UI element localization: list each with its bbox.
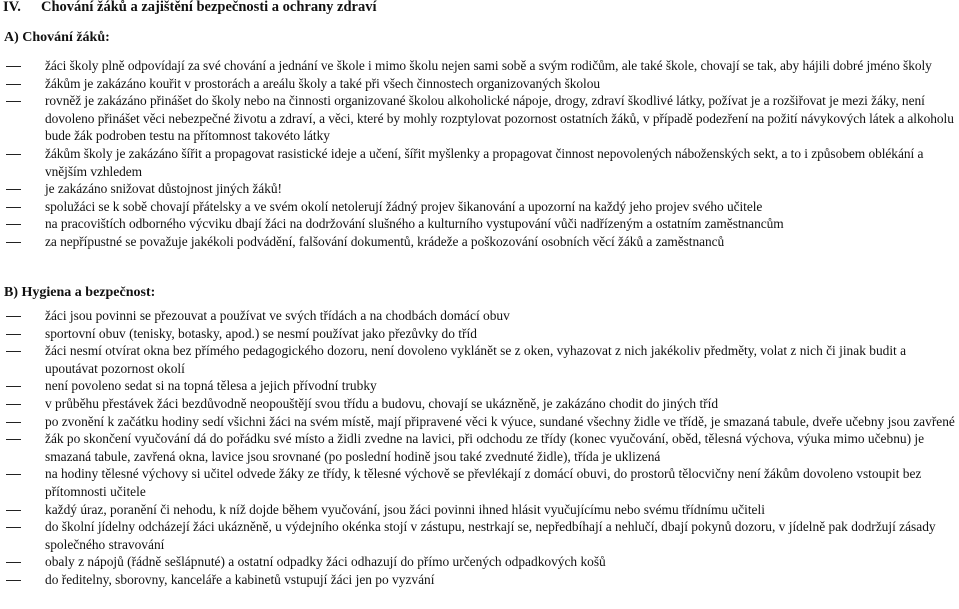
section-a-title: A) Chování žáků: <box>4 30 110 45</box>
list-item: je zakázáno snižovat důstojnost jiných žáků! <box>0 180 959 198</box>
section-a-list <box>0 57 959 251</box>
section-b-title: B) Hygiena a bezpečnost: <box>4 285 156 300</box>
list-item: není povoleno sedat si na topná tělesa a jejich přívodní trubky <box>0 377 959 395</box>
list-item: na hodiny tělesné výchovy si učitel odvede žáky ze třídy, k tělesné výchově se převlékají z domácí obuvi, do prostorů tělocvičny není žákům dovoleno vstoupit bez přítomnosti učitele <box>0 465 959 500</box>
list-item: rovněž je zakázáno přinášet do školy nebo na činnosti organizované školou alkoholické nápoje, drogy, zdraví škodlivé látky, požívat je a rozšiřovat je mezi žáky, není dovoleno přinášet věci nebezpečné životu a zdraví, a věci, které by mohly rozptylovat pozornost ostatních žáků, v případě podezření na požití návykových látek a alkoholu bude žák podroben testu na přítomnost takovéto látky <box>0 92 959 145</box>
list-item: po zvonění k začátku hodiny sedí všichni žáci na svém místě, mají připravené věci k výuce, sundané všechny židle ve třídě, je smazaná tabule, dveře učebny jsou zavřené <box>0 413 959 431</box>
list-item: sportovní obuv (tenisky, botasky, apod.) se nesmí používat jako přezůvky do tříd <box>0 325 959 343</box>
section-b-list <box>0 307 959 589</box>
list-item: za nepřípustné se považuje jakékoli podvádění, falšování dokumentů, krádeže a poškozování osobních věcí žáků a zaměstnanců <box>0 233 959 251</box>
chapter-title: Chování žáků a zajištění bezpečnosti a ochrany zdraví <box>41 0 377 15</box>
list-item: obaly z nápojů (řádně sešlápnuté) a ostatní odpadky žáci odhazují do přímo určených odpadkových košů <box>0 553 959 571</box>
list-item: žák po skončení vyučování dá do pořádku své místo a židli zvedne na lavici, při odchodu ze třídy (konec vyučování, oběd, tělesná výchova, výuka mimo učebnu) je smazaná tabule, zavřená okna, lavice jsou srovnané (po poslední hodině jsou také zvednuté židle), třída je uklizená <box>0 430 959 465</box>
chapter-number: IV. <box>3 0 21 15</box>
list-item: do školní jídelny odcházejí žáci ukázněně, u výdejního okénka stojí v zástupu, nestrkají se, nepředbíhají a nehlučí, dbají pokynů dozoru, v jídelně pak dodržují zásady společného stravování <box>0 518 959 553</box>
list-item: spolužáci se k sobě chovají přátelsky a ve svém okolí netolerují žádný projev šikanování a upozorní na každý jeho projev svého učitele <box>0 198 959 216</box>
list-item: žáci nesmí otvírat okna bez přímého pedagogického dozoru, není dovoleno vyklánět se z oken, vyhazovat z nich jakékoliv předměty, volat z nich či jinak budit a upoutávat pozornost okolí <box>0 342 959 377</box>
list-item: v průběhu přestávek žáci bezdůvodně neopouštějí svou třídu a budovu, chovají se ukázněně, je zakázáno chodit do jiných tříd <box>0 395 959 413</box>
list-item: do ředitelny, sborovny, kanceláře a kabinetů vstupují žáci jen po vyzvání <box>0 571 959 589</box>
list-item: žáci jsou povinni se přezouvat a používat ve svých třídách a na chodbách domácí obuv <box>0 307 959 325</box>
list-item: žáci školy plně odpovídají za své chování a jednání ve škole i mimo školu nejen sami sobě a svým rodičům, ale také škole, chovají se tak, aby hájili dobré jméno školy <box>0 57 959 75</box>
chapter-heading <box>3 0 377 16</box>
list-item: na pracovištích odborného výcviku dbají žáci na dodržování slušného a kulturního vystupování vůči nadřízeným a ostatním zaměstnancům <box>0 215 959 233</box>
list-item: žákům školy je zakázáno šířit a propagovat rasistické ideje a učení, šířit myšlenky a propagovat činnost nepovolených náboženských sekt, a to i způsobem oblékání a vnějším vzhledem <box>0 145 959 180</box>
list-item: každý úraz, poranění či nehodu, k níž dojde během vyučování, jsou žáci povinni ihned hlásit vyučujícímu nebo svému třídnímu učiteli <box>0 501 959 519</box>
list-item: žákům je zakázáno kouřit v prostorách a areálu školy a také při všech činnostech organizovaných školou <box>0 75 959 93</box>
